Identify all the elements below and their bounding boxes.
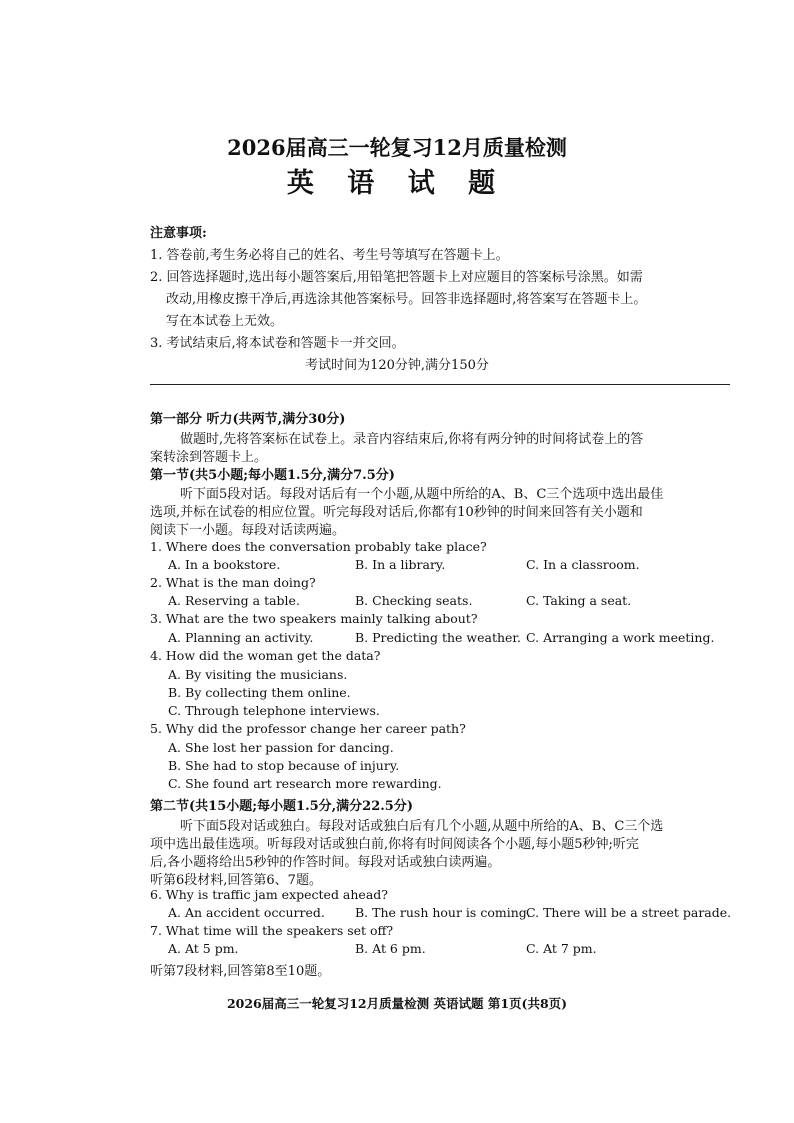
- section1-intro: 听下面5段对话。每段对话后有一个小题,从题中所给的A、B、C三个选项中选出最佳: [180, 487, 664, 502]
- divider: [150, 384, 730, 385]
- notes-heading: 注意事项:: [150, 226, 207, 241]
- note-item-1: 1. 答卷前,考生务必将自己的姓名、考生号等填写在答题卡上。: [150, 248, 509, 263]
- question-6: 6. Why is traffic jam expected ahead?: [150, 887, 388, 902]
- page-footer: 2026届高三一轮复习12月质量检测 英语试题 第1页(共8页): [226, 996, 568, 1011]
- section1-intro-cont: 选项,并标在试卷的相应位置。听完每段对话后,你都有10秒钟的时间来回答有关小题和: [150, 505, 643, 520]
- section2-intro-cont: 项中选出最佳选项。听每段对话或独白前,你将有时间阅读各个小题,每小题5秒钟;听完: [150, 837, 639, 852]
- section2-heading: 第二节(共15小题;每小题1.5分,满分22.5分): [150, 799, 413, 814]
- q5-option-b: B. She had to stop because of injury.: [168, 758, 400, 773]
- q2-option-a: A. Reserving a table.: [168, 593, 300, 608]
- q5-option-c: C. She found art research more rewarding.: [168, 776, 442, 791]
- question-7: 7. What time will the speakers set off?: [150, 923, 394, 938]
- section1-intro-cont2: 阅读下一小题。每段对话读两遍。: [150, 523, 346, 538]
- note-item-3: 3. 考试结束后,将本试卷和答题卡一并交回。: [150, 336, 405, 351]
- q7-option-a: A. At 5 pm.: [168, 941, 239, 956]
- q5-option-a: A. She lost her passion for dancing.: [168, 740, 394, 755]
- section1-heading: 第一节(共5小题;每小题1.5分,满分7.5分): [150, 468, 395, 483]
- q1-option-c: C. In a classroom.: [526, 557, 640, 572]
- note-item-2-cont2: 写在本试卷上无效。: [166, 314, 284, 329]
- q2-option-b: B. Checking seats.: [355, 593, 473, 608]
- part1-intro: 做题时,先将答案标在试卷上。录音内容结束后,你将有两分钟的时间将试卷上的答: [180, 432, 644, 447]
- q4-option-c: C. Through telephone interviews.: [168, 703, 380, 718]
- note-item-2-cont: 改动,用橡皮擦干净后,再选涂其他答案标号。回答非选择题时,将答案写在答题卡上。: [166, 292, 647, 307]
- part1-intro-cont: 案转涂到答题卡上。: [150, 450, 268, 465]
- q6-option-a: A. An accident occurred.: [168, 905, 325, 920]
- question-2: 2. What is the man doing?: [150, 575, 316, 590]
- question-1: 1. Where does the conversation probably take place?: [150, 539, 487, 554]
- question-4: 4. How did the woman get the data?: [150, 648, 381, 663]
- q1-option-b: B. In a library.: [355, 557, 446, 572]
- q2-option-c: C. Taking a seat.: [526, 593, 632, 608]
- q4-option-b: B. By collecting them online.: [168, 685, 351, 700]
- exam-time: 考试时间为120分钟,满分150分: [305, 358, 489, 373]
- material-6-instruction: 听第6段材料,回答第6、7题。: [150, 873, 322, 888]
- q1-option-a: A. In a bookstore.: [168, 557, 281, 572]
- q3-option-a: A. Planning an activity.: [168, 630, 314, 645]
- section2-intro-cont2: 后,各小题将给出5秒钟的作答时间。每段对话或独白读两遍。: [150, 855, 501, 870]
- q3-option-b: B. Predicting the weather.: [355, 630, 522, 645]
- q3-option-c: C. Arranging a work meeting.: [526, 630, 715, 645]
- section2-intro: 听下面5段对话或独白。每段对话或独白后有几个小题,从题中所给的A、B、C三个选: [180, 819, 664, 834]
- subject-title: 英 语 试 题: [286, 168, 508, 199]
- part1-heading: 第一部分 听力(共两节,满分30分): [150, 412, 346, 427]
- q4-option-a: A. By visiting the musicians.: [168, 667, 348, 682]
- q7-option-c: C. At 7 pm.: [526, 941, 597, 956]
- question-5: 5. Why did the professor change her career path?: [150, 721, 466, 736]
- material-7-instruction: 听第7段材料,回答第8至10题。: [150, 964, 331, 979]
- question-3: 3. What are the two speakers mainly talking about?: [150, 611, 478, 626]
- q7-option-b: B. At 6 pm.: [355, 941, 426, 956]
- note-item-2: 2. 回答选择题时,选出每小题答案后,用铅笔把答题卡上对应题目的答案标号涂黑。如需: [150, 270, 643, 285]
- exam-title: 2026届高三一轮复习12月质量检测: [227, 135, 567, 160]
- q6-option-b: B. The rush hour is coming.: [355, 905, 531, 920]
- q6-option-c: C. There will be a street parade.: [526, 905, 732, 920]
